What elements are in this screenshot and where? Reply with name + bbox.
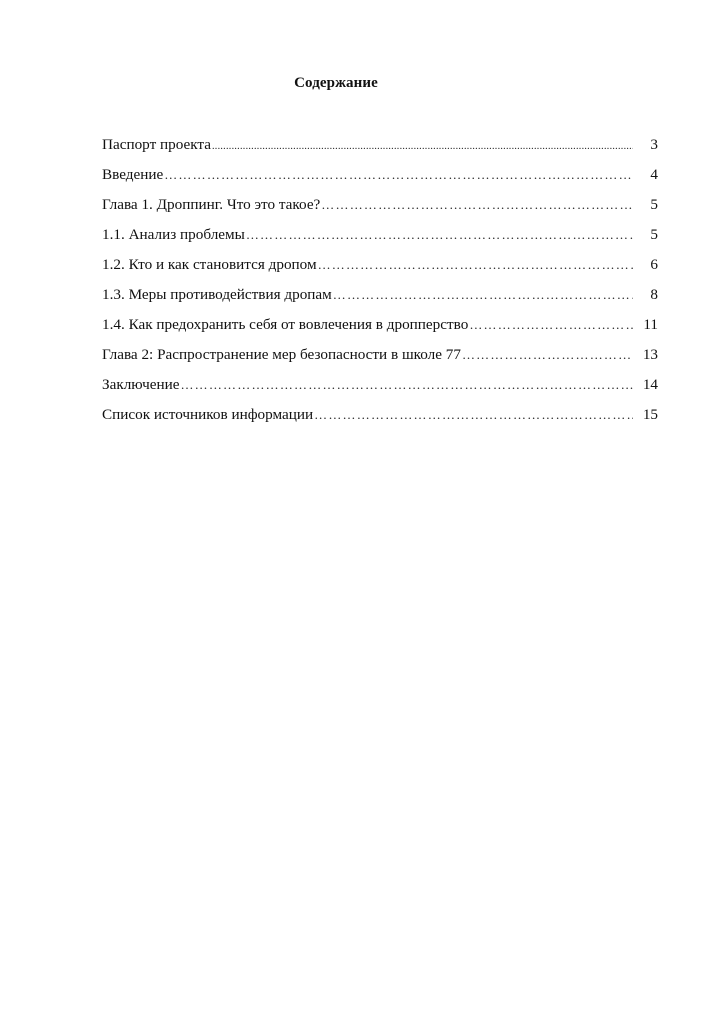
toc-entry-title: Введение [102, 166, 164, 183]
toc-entry-title: Глава 1. Дроппинг. Что это такое? [102, 196, 321, 213]
toc-entry [102, 406, 658, 436]
dot-leader [469, 317, 633, 333]
toc-entry-title: Глава 2: Распространение мер безопасности в школе 77 [102, 346, 461, 363]
toc-entry-title: 1.3. Меры противодействия дропам [102, 286, 332, 303]
toc-entry-title: Список источников информации [102, 406, 314, 423]
toc-entry-title: 1.1. Анализ проблемы [102, 226, 245, 243]
toc-entry [102, 136, 658, 166]
toc-entry [102, 166, 658, 196]
dot-leader [314, 407, 633, 423]
toc-entry-page: 6 [650, 256, 658, 273]
dot-leader [164, 167, 633, 183]
toc-entry-page: 5 [650, 196, 658, 213]
page-title: Содержание [294, 75, 378, 91]
toc-entry-page: 14 [642, 376, 658, 393]
toc-entry-page: 3 [650, 136, 658, 153]
toc-entry [102, 346, 658, 376]
toc-entry-title: Паспорт проекта [102, 136, 211, 153]
toc-entry [102, 226, 658, 256]
dot-leader [318, 257, 633, 273]
toc-entry-title: 1.2. Кто и как становится дропом [102, 256, 317, 273]
toc-entry-page: 8 [650, 286, 658, 303]
toc-entry-page: 5 [650, 226, 658, 243]
toc-entry-title: 1.4. Как предохранить себя от вовлечения в дропперство [102, 316, 469, 333]
dot-leader [462, 347, 633, 363]
toc-entry-title: Заключение [102, 376, 180, 393]
dot-leader [212, 141, 633, 152]
toc-entry [102, 376, 658, 406]
dot-leader [180, 377, 633, 393]
toc-entry-page: 15 [642, 406, 658, 423]
toc-entry [102, 256, 658, 286]
toc-entry [102, 286, 658, 316]
dot-leader [321, 197, 633, 213]
toc-entry-page: 13 [642, 346, 658, 363]
table-of-contents [102, 136, 658, 436]
toc-entry-page: 11 [643, 316, 658, 333]
toc-entry-page: 4 [650, 166, 658, 183]
toc-entry [102, 316, 658, 346]
dot-leader [246, 227, 633, 243]
dot-leader [333, 287, 633, 303]
toc-entry [102, 196, 658, 226]
